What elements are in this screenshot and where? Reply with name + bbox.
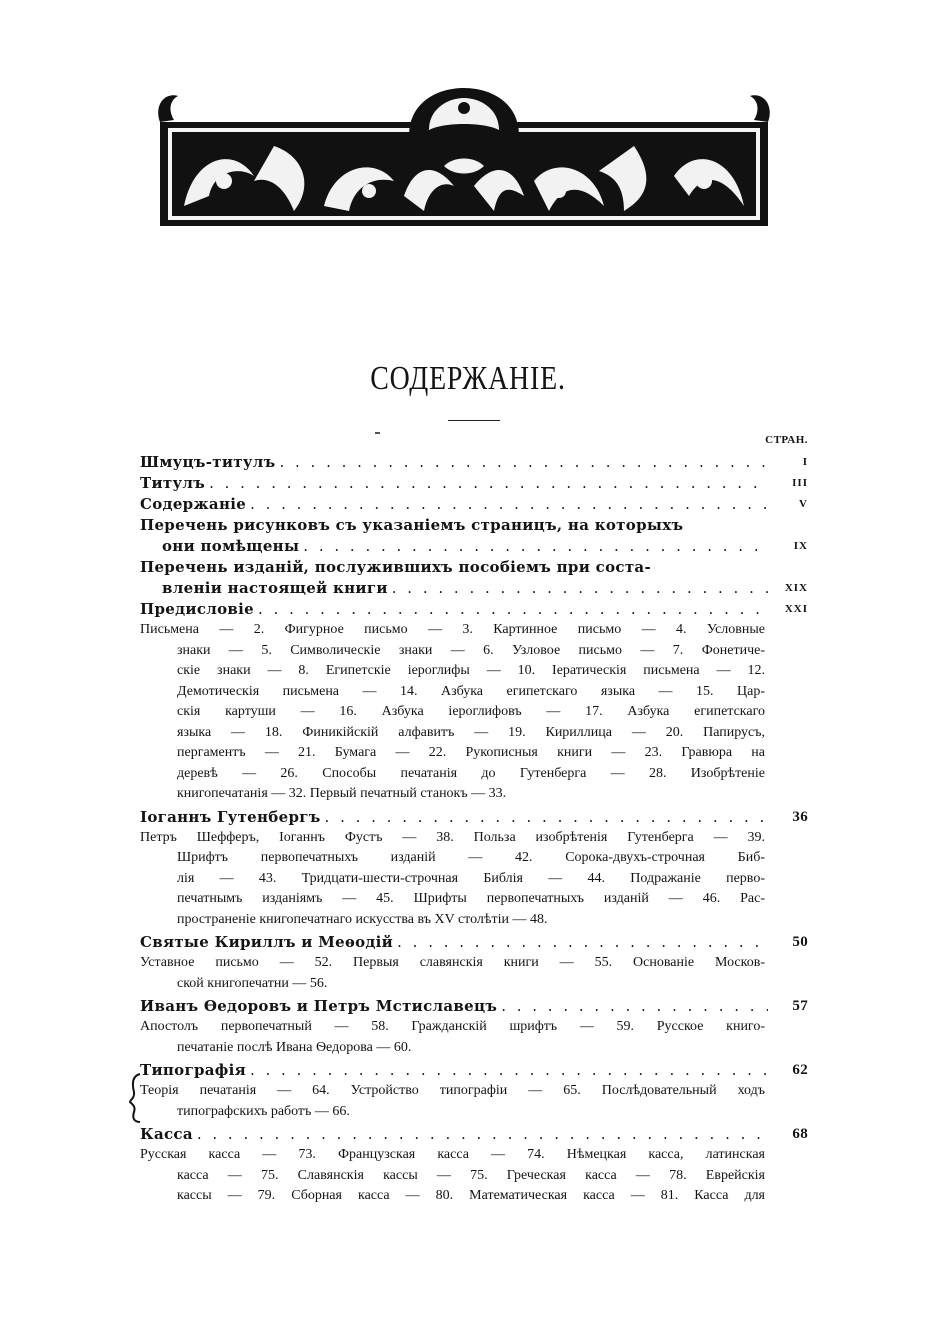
- leader-dots: [250, 1060, 768, 1081]
- subtopic-line: кассы — 79. Сборная касса — 80. Математическая касса — 81. Касса для: [177, 1188, 765, 1203]
- subtopic-line: касса — 75. Славянскія кассы — 75. Греческая касса — 78. Еврейскія: [177, 1167, 765, 1183]
- toc-entry[interactable]: [140, 536, 808, 557]
- subtopic-line: знаки — 5. Символическіе знаки — 6. Узловое письмо — 7. Фонетиче-: [177, 642, 765, 658]
- toc-entry[interactable]: [140, 452, 808, 473]
- leader-dots: [258, 599, 768, 620]
- subtopic-line: Русская касса — 73. Французская касса — 74. Нѣмецкая касса, латинская: [140, 1147, 765, 1162]
- leader-dots: [209, 473, 768, 494]
- toc-entry-page: V: [799, 498, 808, 510]
- subtopic-line: Демотическія письмена — 14. Азбука египетскаго языка — 15. Цар-: [177, 683, 765, 699]
- toc-entry-page: I: [802, 456, 808, 468]
- toc-entry-page: XXI: [784, 603, 808, 615]
- section-subtopics: [140, 1017, 765, 1058]
- leader-dots: [325, 807, 768, 828]
- page-title: СОДЕРЖАНІЕ.: [370, 360, 566, 397]
- toc-entry-label: Предисловіе: [140, 600, 254, 618]
- toc-entry-page: 36: [792, 808, 808, 825]
- toc-entry-label: вленіи настоящей книги: [162, 579, 388, 597]
- title-rule: [448, 420, 500, 421]
- subtopic-line: Письмена — 2. Фигурное письмо — 3. Картинное письмо — 4. Условные: [140, 622, 765, 637]
- toc-entry[interactable]: [140, 932, 808, 953]
- toc-entry-label: Касса: [140, 1125, 193, 1143]
- subtopic-line: печатнымъ изданіямъ — 45. Шрифты первопечатныхъ изданій — 46. Рас-: [177, 891, 765, 906]
- subtopic-line: скія картуши — 16. Азбука іероглифовъ — 17. Азбука египетскаго: [177, 704, 765, 719]
- subtopic-line: языка — 18. Финикійскій алфавитъ — 19. Кириллица — 20. Папирусъ,: [177, 724, 765, 740]
- section-subtopics: [140, 1145, 765, 1207]
- subtopic-line: Шрифтъ первопечатныхъ изданій — 42. Сорока-двухъ-строчная Биб-: [177, 850, 765, 865]
- subtopic-line: лія — 43. Тридцати-шести-строчная Библія — 44. Подражаніе перво-: [177, 870, 765, 886]
- toc-entry-page: IX: [793, 540, 808, 552]
- subtopic-line: ской книгопечатни — 56.: [177, 975, 328, 991]
- toc-entry[interactable]: [140, 996, 808, 1017]
- subtopic-line: пространеніе книгопечатнаго искусства въ XV столѣтіи — 48.: [177, 911, 548, 927]
- toc-entry-page: 50: [792, 934, 808, 950]
- subtopic-line: Апостолъ первопечатный — 58. Гражданскій шрифтъ — 59. Русское книго-: [140, 1019, 765, 1034]
- toc-entry[interactable]: [140, 1124, 808, 1145]
- leader-dots: [392, 578, 768, 599]
- toc-entry-label: Типографія: [140, 1061, 246, 1079]
- headpiece-ornament: [154, 86, 774, 234]
- subtopic-line: деревѣ — 26. Способы печатанія до Гутенберга — 28. Изобрѣтеніе: [177, 765, 765, 781]
- section-subtopics: [140, 1081, 765, 1122]
- leader-dots: [250, 494, 768, 515]
- toc-entry-label: Титулъ: [140, 474, 206, 492]
- toc-entry[interactable]: [140, 494, 808, 515]
- subtopic-line: Теорія печатанія — 64. Устройство типографіи — 65. Послѣдовательный ходъ: [140, 1083, 765, 1098]
- leader-dots: [397, 932, 768, 953]
- toc-entry-page: III: [792, 477, 808, 489]
- print-speck: [375, 432, 380, 434]
- table-of-contents: [140, 452, 808, 1209]
- toc-entry-page: 68: [792, 1126, 808, 1142]
- subtopic-line: печатаніе послѣ Ивана Ѳедорова — 60.: [177, 1039, 412, 1055]
- section-subtopics: [140, 620, 765, 805]
- toc-entry-label: они помѣщены: [162, 537, 300, 555]
- toc-entry[interactable]: [140, 807, 808, 828]
- toc-entry-label: Іоганнъ Гутенбергъ: [140, 807, 321, 826]
- toc-entry-page: 62: [792, 1062, 808, 1078]
- leader-dots: [303, 536, 768, 557]
- toc-entry[interactable]: [140, 1060, 808, 1081]
- toc-entry-page: 57: [792, 998, 808, 1014]
- subtopic-line: Уставное письмо — 52. Первыя славянскія книги — 55. Основаніе Москов-: [140, 955, 765, 970]
- leader-dots: [279, 452, 768, 473]
- section-subtopics: [140, 828, 765, 931]
- toc-entry-label: Святые Кириллъ и Меѳодій: [140, 933, 394, 951]
- toc-entry-label-line1: Перечень рисунковъ съ указаніемъ страницъ, на которыхъ: [140, 516, 684, 534]
- leader-dots: [501, 996, 768, 1017]
- toc-entry-label: Шмуцъ-титулъ: [140, 453, 276, 471]
- toc-entry-label-line1: Перечень изданій, послужившихъ пособіемъ при соста-: [140, 558, 651, 576]
- subtopic-line: скіе знаки — 8. Египетскіе іероглифы — 10. Іератическія письмена — 12.: [177, 663, 765, 678]
- toc-entry-page: XIX: [784, 582, 808, 594]
- toc-entry[interactable]: [140, 578, 808, 599]
- subtopic-line: пергаментъ — 21. Бумага — 22. Рукописныя книги — 23. Гравюра на: [177, 745, 765, 760]
- margin-bracket-mark: [128, 1072, 142, 1124]
- subtopic-line: типографскихъ работъ — 66.: [177, 1103, 350, 1119]
- subtopic-line: Петръ Шефферъ, Іоганнъ Фустъ — 38. Польза изобрѣтенія Гутенберга — 39.: [140, 829, 765, 845]
- section-subtopics: [140, 953, 765, 994]
- toc-entry[interactable]: [140, 599, 808, 620]
- toc-entry-label: Содержаніе: [140, 495, 247, 513]
- subtopic-line: книгопечатанія — 32. Первый печатный станокъ — 33.: [177, 786, 507, 801]
- toc-entry[interactable]: [140, 473, 808, 494]
- page-column-header: СТРАН.: [765, 434, 808, 446]
- leader-dots: [197, 1124, 768, 1145]
- toc-entry-label: Иванъ Ѳедоровъ и Петръ Мстиславецъ: [140, 997, 498, 1015]
